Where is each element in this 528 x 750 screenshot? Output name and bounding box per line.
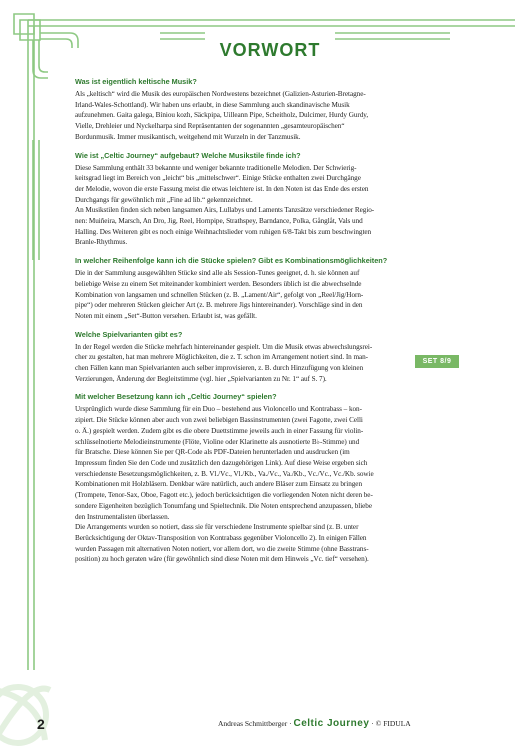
text-line: Verzierungen, Änderung der Begleitstimme (vgl. hier „Spielvarianten zu Nr. 1“ auf S. 7).: [75, 374, 327, 383]
text-line: In der Regel werden die Stücke mehrfach hintereinander gespielt. Um die Musik etwas abwechslungsrei-: [75, 342, 373, 351]
section-order: [75, 255, 500, 322]
text-line: aufzunehmen. Gaita galega, Bíniou kozh, Säckpipa, Uilleann Pipe, Scheitholz, Dulcimer, Hurdy Gurdy,: [75, 111, 369, 120]
text-line: Kombinationen mit Holzbläsern. Denkbar wäre natürlich, auch andere Bläser zum Einsatz zu bringen: [75, 480, 362, 489]
preface-content: [75, 76, 500, 572]
text-line: Diese Sammlung enthält 33 bekannte und weniger bekannte traditionelle Melodien. Der Schwierig-: [75, 163, 357, 172]
text-line: Die in der Sammlung ausgewählten Stücke sind alle als Session-Tunes geeignet, d. h. sie können auf: [75, 269, 360, 278]
text-line: der Melodie, wovon die erste Fassung meist die etwas leichtere ist. In den Noten ist das Ende des ersten: [75, 184, 369, 193]
section-structure: [75, 150, 500, 249]
section-heading: In welcher Reihenfolge kann ich die Stücke spielen? Gibt es Kombinationsmöglichkeiten?: [75, 256, 388, 266]
text-line: verschiedenste Besetzungsmöglichkeiten, z. B. Vl./Vc., Vl./Kb., Va./Vc., Va./Kb., Vc./Vc., Vc./Kb. sowie: [75, 469, 374, 478]
text-line: position) zu hoch geraten wäre (für gewöhnlich sind diese Noten mit dem Hinweis „Vc. tief“ versehen).: [75, 555, 369, 564]
section-heading: Mit welcher Besetzung kann ich „Celtic Journey“ spielen?: [75, 392, 277, 402]
text-line: (Trompete, Tenor-Sax, Oboe, Fagott etc.), jedoch berücksichtigen die vorliegenden Noten nicht deren be-: [75, 491, 373, 500]
text-line: Bordunmusik. Immer musikantisch, weitgehend mit Wurzeln in der Tanzmusik.: [75, 132, 301, 141]
text-line: keitsgrad liegt im Bereich von „leicht“ bis „mittelschwer“. Einige Stücke enthalten zwei Durchgänge: [75, 174, 361, 183]
text-line: An Musikstilen finden sich neben langsamen Airs, Lullabys und Laments Tanzsätze verschiedener Regio-: [75, 206, 375, 215]
section-heading: Was ist eigentlich keltische Musik?: [75, 77, 197, 86]
text-line: Ursprünglich wurde diese Sammlung für ein Duo – bestehend aus Violoncello und Kontrabass – kon-: [75, 405, 362, 414]
text-line: den Instrumentalisten überlassen.: [75, 512, 170, 521]
footer-author: Andreas Schmittberger ·: [218, 719, 292, 728]
text-line: Als „keltisch“ wird die Musik des europäischen Nordwestens bezeichnet (Galizien-Asturien-Bretagne-: [75, 90, 366, 98]
text-line: Berücksichtigung der Oktav-Transposition von Kontrabass gegenüber Violoncello 2). In einigen Fällen: [75, 533, 367, 542]
text-line: chen Fällen kann man Spielvarianten auch selber improvisieren, z. B. durch Hinzufügung von kleinen: [75, 364, 364, 373]
footer-publisher: · © FIDULA: [371, 719, 411, 728]
section-instrumentation: [75, 391, 500, 565]
text-line: beliebige Weise zu einem Set miteinander kombiniert werden. Besonders üblich ist die abwechselnde: [75, 279, 362, 288]
text-line: Irland-Wales-Schottland). Wir haben uns erlaubt, in diese Sammlung auch skandinavische Musik: [75, 100, 350, 109]
section-heading: Welche Spielvarianten gibt es?: [75, 329, 183, 339]
text-line: nen: Muiñeira, Marsch, An Dro, Jig, Reel, Hornpipe, Strathspey, Barndance, Polka, Gånglåt, Vals und: [75, 217, 363, 226]
section-celtic-music: [75, 76, 500, 143]
page-title: VORWORT: [219, 40, 321, 60]
set-badge: SET 8/9: [415, 355, 459, 368]
text-line: sondere Eigenheiten bezüglich Tonumfang und Spieltechnik. Die Noten entsprechend anzupassen, bliebe: [75, 501, 372, 510]
text-line: Durchgangs für gewöhnlich mit „Fine ad lib.“ gekennzeichnet.: [75, 195, 253, 204]
text-line: Noten mit einem „Set“-Button versehen. Erlaubt ist, was gefällt.: [75, 311, 257, 320]
text-line: wurden Passagen mit alternativen Noten notiert, vor allem dort, wo die zweite Stimme (ohne Basstrans-: [75, 544, 369, 553]
section-heading: Wie ist „Celtic Journey“ aufgebaut? Welche Musikstile finde ich?: [75, 150, 301, 160]
text-line: Vielle, Drehleier und Nyckelharpa sind Repräsentanten der sogenannten „gesamteuropäischen“: [75, 122, 345, 131]
text-line: für Bratsche. Diese können Sie per QR-Code als PDF-Dateien herunterladen und ausdrucken (im: [75, 448, 350, 457]
page-number: 2: [37, 716, 45, 732]
footer: [218, 718, 508, 729]
footer-brand-logo: Celtic Journey: [293, 718, 370, 729]
text-line: pipe“) oder mehreren Stücken gleicher Art (z. B. mehrere Jigs hintereinander). Vorschläge sind in den: [75, 301, 363, 310]
text-line: zipiert. Die Stücke können aber auch von zwei beliebigen Bassinstrumenten (zwei Fagotte, zwei Celli: [75, 416, 363, 425]
text-line: o. Ä.) gespielt werden. Zudem gibt es die obere Duettstimme jeweils auch in einer Fassung für violin-: [75, 426, 364, 435]
text-line: schlüsselnotierte Melodieinstrumente (Flöte, Violine oder Klarinette als ausnotierte B♭-Stimme) und: [75, 437, 360, 446]
text-line: Die Arrangements wurden so notiert, dass sie für verschiedene Instrumente spielbar sind (z. B. unter: [75, 523, 359, 532]
text-line: cher zu gestalten, hat man mehrere Möglichkeiten, die z. T. schon im Arrangement notiert sind. In man-: [75, 353, 369, 362]
text-line: Impressum finden Sie den Code und zusätzlich den dazugehörigen Link). Auf diese Weise ergeben sich: [75, 458, 368, 467]
text-line: Halling. Des Weiteren gibt es noch einige Weihnachtslieder vom ruhigen 6/8-Takt bis zum beschwingten: [75, 227, 372, 236]
text-line: Kombination von langsamen und schnellen Stücken (z. B. „Lament/Air“, gefolgt von „Reel/Jig/Horn-: [75, 290, 364, 299]
text-line: Branle-Rhythmus.: [75, 238, 128, 247]
